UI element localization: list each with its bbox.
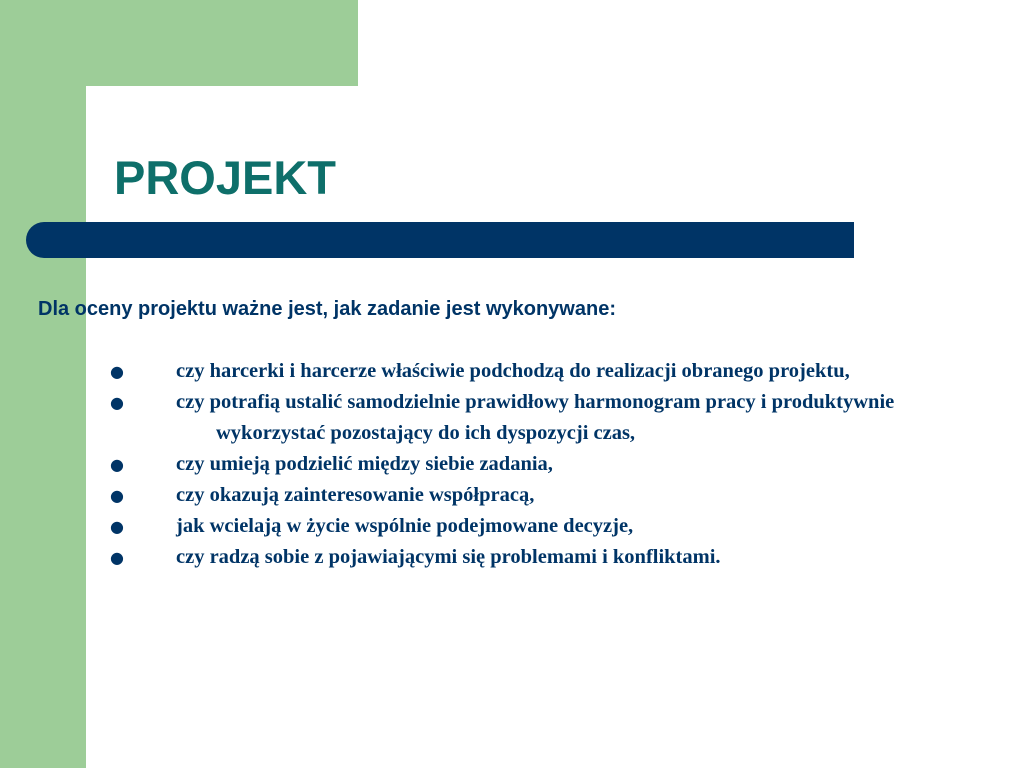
bullet-text: czy radzą sobie z pojawiającymi się problemami i konfliktami. <box>176 546 721 568</box>
intro-text: Dla oceny projektu ważne jest, jak zadanie jest wykonywane: <box>38 298 616 320</box>
slide-title: PROJEKT <box>114 151 336 204</box>
bullet-icon: ● <box>110 486 124 505</box>
bullet-text: czy okazują zainteresowanie współpracą, <box>176 484 535 506</box>
bullet-text: czy harcerki i harcerze właściwie podchodzą do realizacji obranego projektu, <box>176 360 850 382</box>
list-item <box>110 542 930 573</box>
bullet-icon: ● <box>110 517 124 536</box>
title-underline-bar <box>26 222 854 258</box>
bullet-icon: ● <box>110 548 124 567</box>
bullet-list <box>110 356 930 573</box>
bullet-text: czy umieją podzielić między siebie zadania, <box>176 453 553 475</box>
green-side-band <box>0 0 86 768</box>
bullet-text: czy potrafią ustalić samodzielnie prawidłowy harmonogram pracy i produktywnie wykorzystać pozostający do ich dyspozycji czas, <box>176 391 895 444</box>
list-item <box>110 449 930 480</box>
list-item <box>110 480 930 511</box>
bullet-icon: ● <box>110 455 124 474</box>
bullet-text: jak wcielają w życie wspólnie podejmowane decyzje, <box>176 515 634 537</box>
green-top-band <box>0 0 358 86</box>
bullet-icon: ● <box>110 393 124 412</box>
bullet-icon: ● <box>110 362 124 381</box>
list-item <box>110 356 930 387</box>
list-item <box>110 387 930 449</box>
list-item <box>110 511 930 542</box>
